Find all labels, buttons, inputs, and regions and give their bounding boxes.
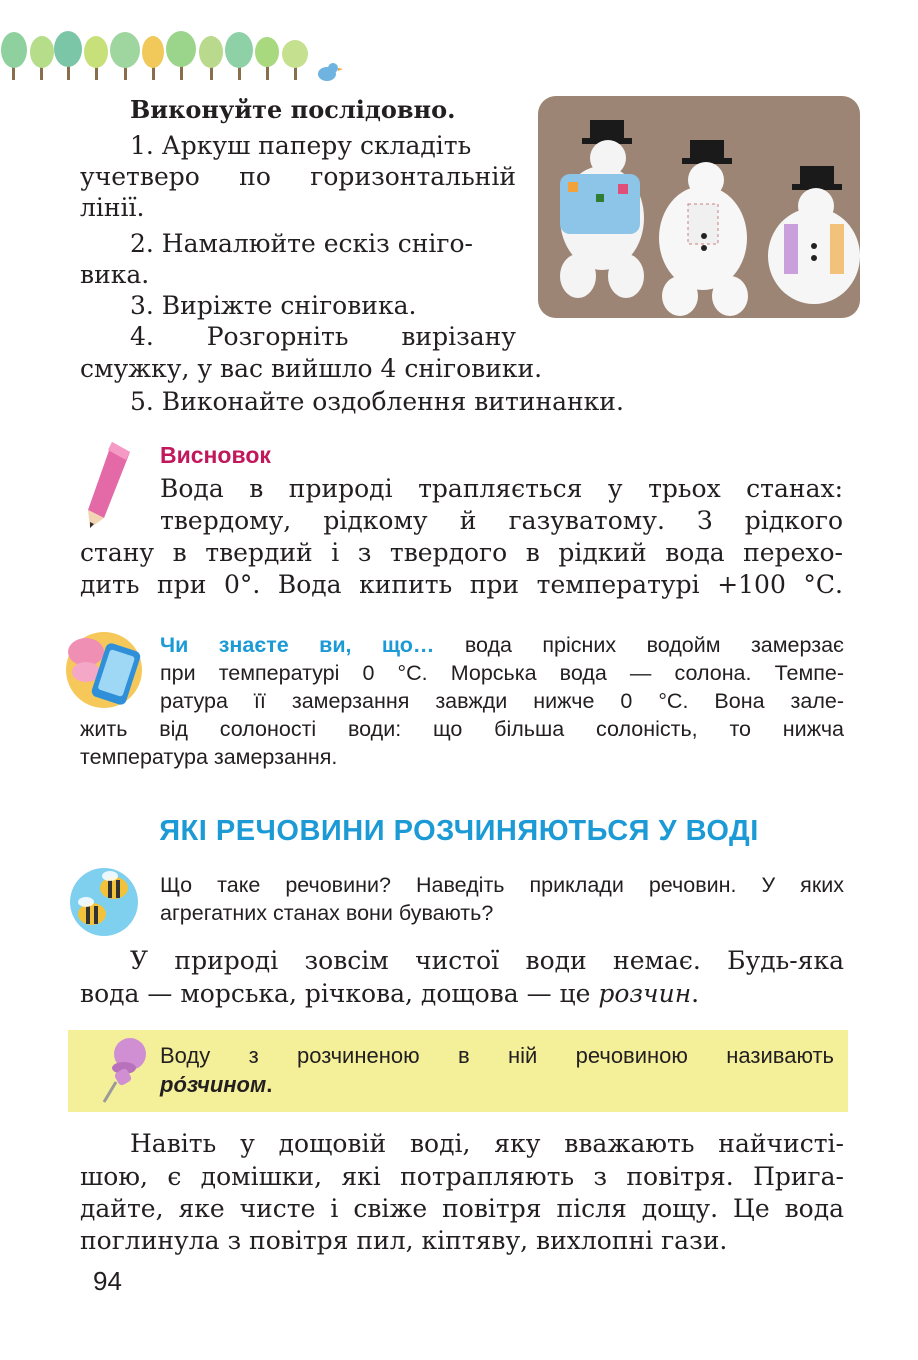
step-4-line-2: смужку, у вас вийшло 4 сніговики. (80, 354, 543, 383)
step-4-line-1: 4. Розгорніть вирізану (130, 322, 516, 351)
fact-line-1-text: вода прісних водойм замерзає (434, 633, 844, 657)
question-line-2: агрегатних станах вони бувають? (160, 901, 494, 925)
conclusion-line-4: дить при 0°. Вода кипить при температурі +100 °С. (80, 570, 843, 599)
pushpin-icon (94, 1034, 154, 1106)
conclusion-line-2: твердому, рідкому й газуватому. З рідкого (160, 506, 843, 535)
fact-line-5: температура замерзання. (80, 745, 338, 769)
step-2-line-1: 2. Намалюйте ескіз сніго- (130, 229, 473, 258)
closing-line-2: шою, є домішки, які потрапляють з повітря. Пригa- (80, 1162, 844, 1191)
intro-line-2-text: вода — морська, річкова, дощова — це (80, 979, 599, 1008)
step-5: 5. Виконайте оздоблення витинанки. (130, 387, 624, 416)
intro-term: розчин (598, 979, 692, 1008)
phone-butterfly-icon (64, 628, 148, 710)
definition-term: ро́зчином (160, 1072, 267, 1097)
section-title: ЯКІ РЕЧОВИНИ РОЗЧИНЯЮТЬСЯ У ВОДІ (159, 815, 759, 847)
conclusion-heading: Висновок (160, 442, 271, 468)
step-1-line-2: учетверо по горизонтальній (80, 162, 516, 191)
pencil-icon (82, 438, 134, 530)
did-you-know-lead: Чи знаєте ви, що… (160, 633, 435, 657)
conclusion-line-3: стану в твердий і з твердого в рідкий вода перехо- (80, 538, 843, 567)
definition-line-1: Воду з розчиненою в ній речовиною називають (160, 1043, 834, 1068)
closing-line-4: поглинула з повітря пил, кіптяву, вихлопні гази. (80, 1226, 728, 1255)
intro-line-2-end: . (691, 979, 700, 1008)
page-number: 94 (93, 1266, 122, 1296)
fact-line-4: жить від солоності води: що більша солоність, то нижча (80, 717, 844, 741)
fact-line-2: при температурі 0 °С. Морська вода — солона. Темпе- (160, 661, 844, 685)
intro-line-1: У природі зовсім чистої води немає. Будь-яка (130, 946, 844, 975)
fact-line-3: ратура її замерзання завжди нижче 0 °С. Вона зале- (160, 689, 844, 713)
definition-end: . (266, 1072, 273, 1097)
snowmen-craft-photo (538, 96, 860, 318)
intro-line-2 (80, 978, 699, 1010)
step-1-line-1: 1. Аркуш паперу складіть (130, 131, 472, 160)
conclusion-line-1: Вода в природі трапляється у трьох станах: (160, 474, 843, 503)
closing-line-3: дайте, яке чисте і свіже повітря після дощу. Це вода (80, 1194, 844, 1223)
definition-line-2 (160, 1070, 272, 1099)
bees-icon (64, 864, 148, 938)
fact-line-1 (160, 631, 844, 659)
question-line-1: Що таке речовини? Наведіть приклади речовин. У яких (160, 873, 844, 897)
step-2-line-2: вика. (80, 260, 150, 289)
step-3: 3. Виріжте сніговика. (130, 291, 417, 320)
step-1-line-3: лінії. (80, 193, 145, 222)
closing-line-1: Навіть у дощовій воді, яку вважають найчисті- (130, 1129, 844, 1158)
instructions-title: Виконуйте послідовно. (130, 95, 456, 124)
trees-decoration (0, 22, 345, 82)
